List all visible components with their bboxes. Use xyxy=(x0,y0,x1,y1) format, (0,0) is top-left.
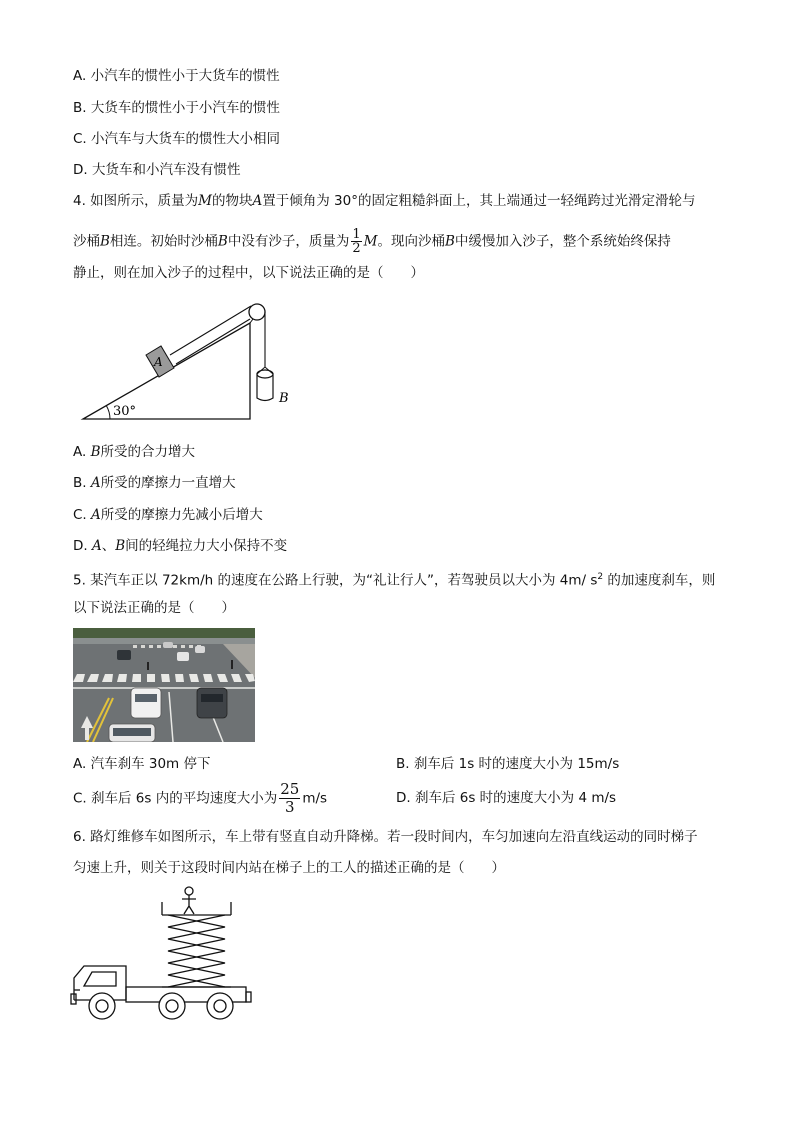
q5-option-c: C. 刹车后 6s 内的平均速度大小为 $\frac{25}{3}$ m/s xyxy=(73,780,328,816)
q5-option-d: D. 刹车后 6s 时的速度大小为 4 m/s xyxy=(396,790,617,806)
incline-pulley-figure xyxy=(80,300,300,425)
q3-option-c: C. 小汽车与大货车的惯性大小相同 xyxy=(73,131,281,147)
q5-stem-line1: 5. 某汽车正以 72km/h 的速度在公路上行驶，为“礼让行人”，若驾驶员以大小为 4m/ $s^2$ 的加速度刹车，则 xyxy=(73,572,716,589)
lift-truck-figure xyxy=(70,882,255,1024)
q4-option-a: A. B所受的合力增大 xyxy=(73,444,196,460)
pulley xyxy=(249,304,265,320)
rope-incline xyxy=(170,306,251,355)
q4-stem-line2: 沙桶B相连。初始时沙桶B中没有沙子，质量为 $\frac{1}{2}$ M。现向沙桶B中缓慢加入沙子，整个系统始终保持 xyxy=(73,227,671,256)
q6-stem-line2: 匀速上升，则关于这段时间内站在梯子上的工人的描述正确的是（ ） xyxy=(73,860,505,876)
angle-arc xyxy=(106,406,110,419)
cab-window xyxy=(84,972,116,986)
wheel-front xyxy=(89,993,115,1019)
fraction-25-3: $\frac{25}{3}$ xyxy=(280,780,300,816)
label-bucket-b: B xyxy=(279,391,289,406)
label-block-a: A xyxy=(154,355,163,369)
q6-stem-line1: 6. 路灯维修车如图所示，车上带有竖直自动升降梯。若一段时间内，车匀加速向左沿直线运动的同时梯子 xyxy=(73,829,698,845)
q3-option-d: D. 大货车和小汽车没有惯性 xyxy=(73,162,241,178)
q4-option-b: B. A所受的摩擦力一直增大 xyxy=(73,475,236,491)
q3-option-a: A. 小汽车的惯性小于大货车的惯性 xyxy=(73,68,280,84)
worker-head xyxy=(185,887,193,895)
q3-option-b: B. 大货车的惯性小于小汽车的惯性 xyxy=(73,100,280,116)
q5-option-b: B. 刹车后 1s 时的速度大小为 15m/s xyxy=(396,756,620,772)
fraction-one-half: $\frac{1}{2}$ xyxy=(352,227,361,256)
q5-stem-line2: 以下说法正确的是（ ） xyxy=(73,600,235,616)
q4-stem-line3: 静止，则在加入沙子的过程中，以下说法正确的是（ ） xyxy=(73,265,424,281)
rope-incline-2 xyxy=(176,319,250,364)
wheel-rear xyxy=(207,993,233,1019)
q4-option-d: D. A、B间的轻绳拉力大小保持不变 xyxy=(73,538,288,554)
wheel-middle xyxy=(159,993,185,1019)
q5-option-a: A. 汽车刹车 30m 停下 xyxy=(73,756,211,772)
label-angle: 30° xyxy=(113,404,137,419)
road-crosswalk-photo xyxy=(73,628,255,742)
q4-stem-line1: 4. 如图所示，质量为M的物块A置于倾角为 30°的固定粗糙斜面上，其上端通过一轻绳跨过光滑定滑轮与 xyxy=(73,193,696,209)
q4-option-c: C. A所受的摩擦力先减小后增大 xyxy=(73,507,263,523)
worker-body xyxy=(182,895,196,914)
